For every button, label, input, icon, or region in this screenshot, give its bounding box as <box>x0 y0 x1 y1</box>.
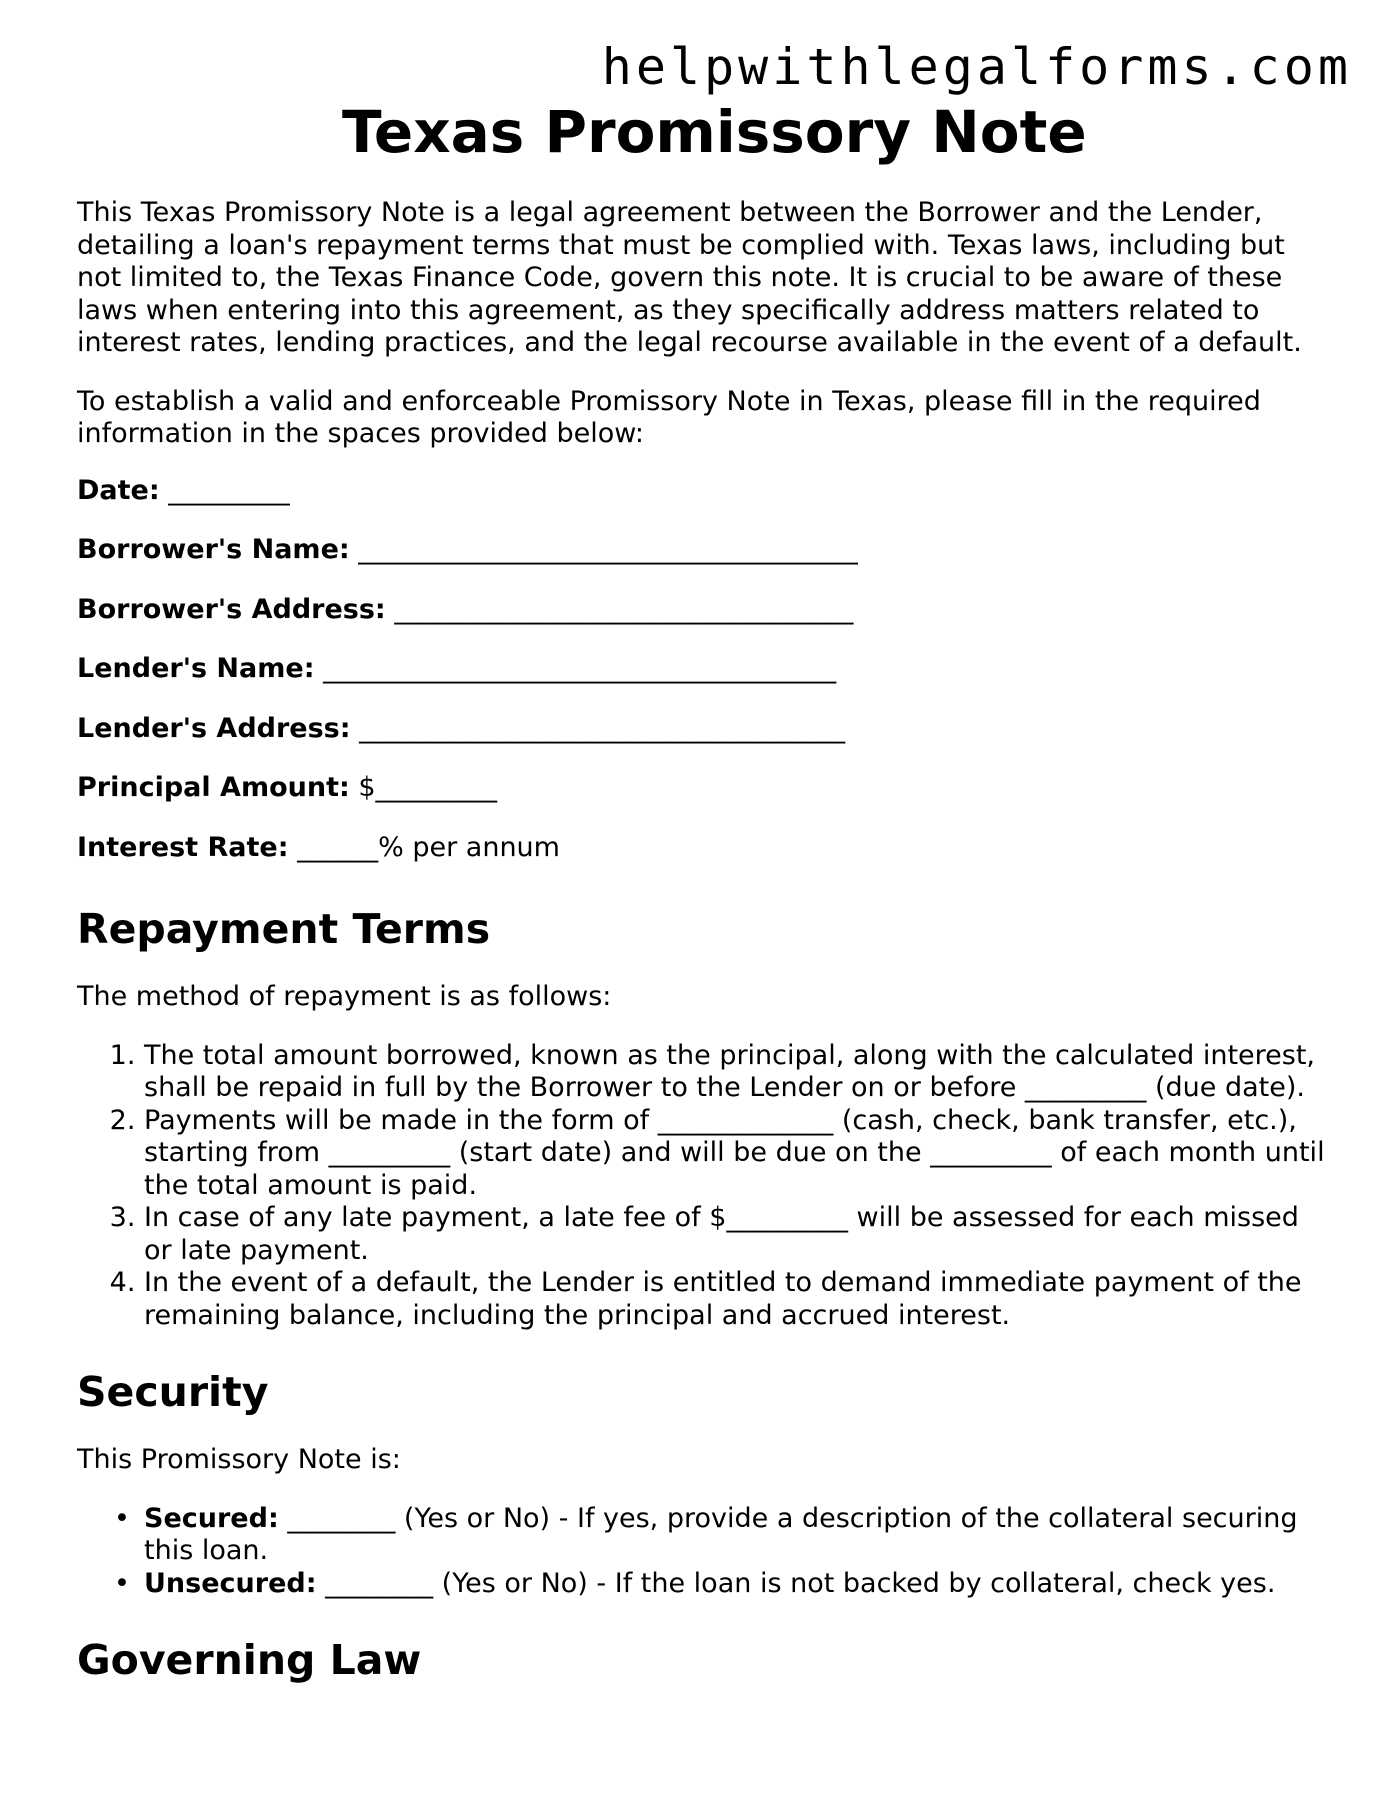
field-borrower-address <box>77 594 1327 654</box>
list-item <box>114 1567 1327 1601</box>
field-blank: ____________________________________ <box>350 712 846 744</box>
list-item: 2. Payments will be made in the form of _____________ (cash, check, bank transfer, etc.), starting from _________ (start date) and will be due on the _________ of each month until the total amount is paid. <box>144 1105 1327 1203</box>
field-label: Lender's Name: <box>77 653 315 684</box>
bullet-icon: • <box>114 1567 130 1599</box>
governing-law-heading: Governing Law <box>77 1636 422 1684</box>
field-borrower-name <box>77 534 1327 594</box>
field-blank: $_________ <box>349 772 498 803</box>
field-blank: ______% per annum <box>288 831 560 863</box>
repayment-list <box>77 1040 1327 1333</box>
document-title: Texas Promissory Note <box>342 98 1087 166</box>
document-body <box>77 96 1327 1686</box>
security-intro: This Promissory Note is: <box>77 1444 401 1475</box>
field-blank: _________ <box>159 474 290 506</box>
security-list <box>77 1503 1327 1601</box>
field-blank: _____________________________________ <box>349 534 858 565</box>
field-label: Principal Amount: <box>77 772 350 803</box>
list-item: 4. In the event of a default, the Lender is entitled to demand immediate payment of the remaining balance, including the principal and accrued interest. <box>144 1267 1327 1332</box>
field-interest-rate <box>77 832 1327 892</box>
field-lender-address <box>77 713 1327 773</box>
field-label: Lender's Address: <box>77 712 351 744</box>
field-principal-amount <box>77 772 1327 832</box>
security-text: ________ (Yes or No) - If yes, provide a description of the collateral securing this loan. <box>144 1502 1298 1566</box>
field-label: Date: <box>77 474 160 506</box>
field-label: Interest Rate: <box>77 831 289 863</box>
form-fields <box>77 475 1327 892</box>
repayment-heading: Repayment Terms <box>77 905 491 953</box>
list-item: 3. In case of any late payment, a late fee of $_________ will be assessed for each missed or late payment. <box>144 1202 1327 1267</box>
field-blank: __________________________________ <box>385 593 854 625</box>
intro-paragraph: This Texas Promissory Note is a legal agreement between the Borrower and the Lender, detailing a loan's repayment terms that must be complied with. Texas laws, including but not limited to, the Texas Finance Code, govern this note. It is crucial to be aware of these laws when entering into this agreement, as they specifically address matters related to interest rates, lending practices, and the legal recourse available in the event of a default. <box>77 197 1302 358</box>
field-label: Borrower's Name: <box>77 534 350 565</box>
field-lender-name <box>77 653 1327 713</box>
instructions-paragraph: To establish a valid and enforceable Promissory Note in Texas, please fill in the required information in the spaces provided below: <box>77 385 1261 449</box>
list-item <box>114 1502 1327 1568</box>
repayment-intro: The method of repayment is as follows: <box>77 981 612 1012</box>
field-blank: ______________________________________ <box>314 653 837 684</box>
security-label: Secured: <box>144 1502 279 1534</box>
security-heading: Security <box>77 1368 269 1416</box>
field-label: Borrower's Address: <box>77 593 386 625</box>
security-label: Unsecured: <box>144 1567 317 1599</box>
list-item: 1. The total amount borrowed, known as the principal, along with the calculated interest, shall be repaid in full by the Borrower to the Lender on or before _________ (due date). <box>144 1040 1327 1105</box>
field-date <box>77 475 1327 535</box>
security-text: ________ (Yes or No) - If the loan is not backed by collateral, check yes. <box>316 1567 1276 1599</box>
bullet-icon: • <box>114 1502 130 1534</box>
site-watermark: helpwithlegalforms.com <box>601 38 1352 96</box>
